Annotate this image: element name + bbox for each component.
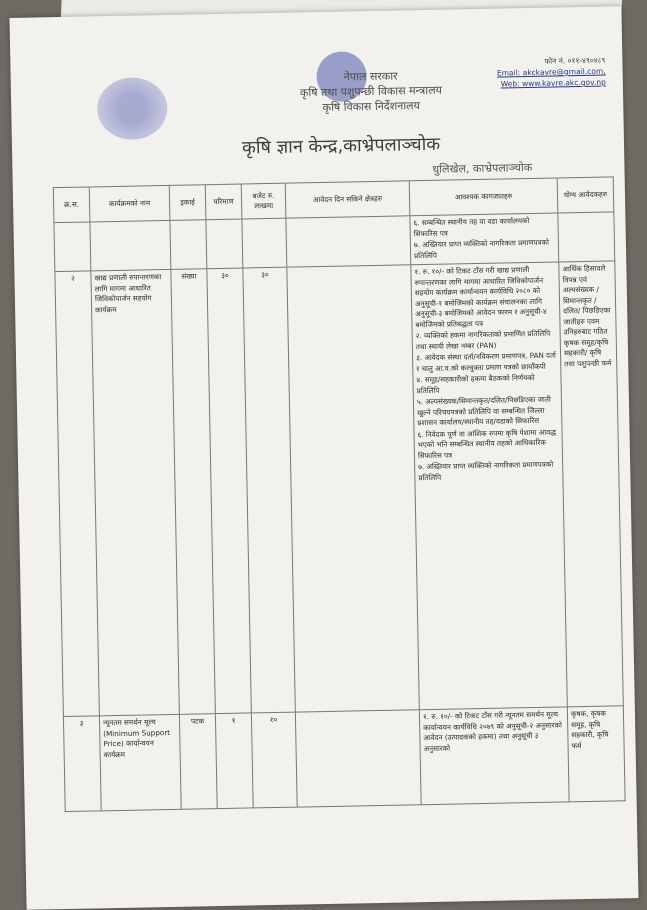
sn-cell: ३ <box>63 716 101 812</box>
program-name-cell: न्यूनतम समर्थन मूल्य (Minimum Support Price) कार्यान्वयन कार्यक्रम <box>99 714 181 811</box>
document-item: ४. समूह/सहकारीको हकमा बैठकको निर्णयको प्रतिलिपि <box>416 372 535 395</box>
header-unit: इकाई <box>169 185 206 221</box>
unit-cell: पटक <box>179 714 217 810</box>
web-link[interactable]: Web: www.kavre.akc.gov.np <box>500 77 606 89</box>
document-item: ६. सम्बन्धित स्थानीय तह वा वडा कार्यालयको सिफारिस पत्र <box>413 216 530 238</box>
table-row <box>63 706 625 812</box>
header-documents: आवश्यक कागजातहरु <box>409 178 558 216</box>
documents-cell <box>410 213 559 265</box>
table-row <box>55 261 623 717</box>
header-eligible: योग्य आवेदकहरु <box>557 177 614 213</box>
office-title: कृषि ज्ञान केन्द्र,काभ्रेपलाञ्चोक <box>241 133 441 159</box>
empty-cell <box>170 220 207 270</box>
header-budget: बजेट रु. लाखमा <box>241 183 286 219</box>
phone-text: फोन नं. ०११-४९०४८९ <box>544 55 606 66</box>
document-item: ६. निवेदक पूर्ण वा आंशिक रुपमा कृषि पेशामा आवद्ध भएको भनि सम्बन्धित स्थानीय तहको आधिकारिक सिफारिस पत्र <box>417 427 557 460</box>
empty-cell <box>286 216 411 267</box>
empty-cell <box>242 218 287 268</box>
header-sn: क्र.स. <box>53 187 90 223</box>
empty-cell <box>206 219 243 269</box>
document-item: ५. अल्पसंख्यक/सिमान्तकृत/दलित/पिछडिएका जाती खुल्ने परिचयपत्रको प्रतिलिपि वा सम्बन्धित जिल्ला प्रशासन कार्यालय/स्थानीय तह/वडाको सिफारिस <box>416 394 551 428</box>
quantity-cell: १ <box>215 713 253 809</box>
budget-cell: १० <box>251 712 297 808</box>
documents-cell <box>419 707 569 805</box>
sn-cell: २ <box>55 271 100 717</box>
header-area: आवेदन दिन सकिने क्षेत्रहरु <box>285 181 410 218</box>
letterhead-line1: नेपाल सरकार <box>343 69 398 84</box>
document-item: ७. अख्तियार प्राप्त व्यक्तिको नागरिकता प्रमाणपत्रको प्रतिलिपि <box>413 237 550 260</box>
area-cell <box>295 710 421 807</box>
document-item: ७. अख्तियार प्राप्त व्यक्तिको नागरिकता प्रमाणपत्रको प्रतिलिपि <box>418 459 554 482</box>
empty-cell <box>54 222 91 272</box>
header-quantity: परिमाण <box>205 184 242 220</box>
eligible-cell: कृषक, कृषक समूह, कृषि सहकारी, कृषि फर्म <box>567 706 625 802</box>
contact-block <box>465 55 606 91</box>
budget-cell: ३० <box>243 267 296 713</box>
program-name-cell: खाद्य प्रणाली रुपान्तरणका लागि मागमा आधारित जिविकोपार्जन सहयोग कार्यक्रम <box>91 269 180 715</box>
document-page <box>9 6 638 910</box>
letterhead <box>241 67 502 117</box>
documents-cell <box>411 262 568 710</box>
eligible-cell: आर्थिक हिसावले विपन्न एवं अल्पसंख्यक /सिमान्तकृत /दलित/ पिछडिएका जातीहरु एवम उनिहरुबाट गठित कृषक समूह/कृषि सहकारी/ कृषि तथा पशुपन्छी फर्म <box>559 261 624 707</box>
document-item: १. रु. १०/- को टिकट टाँस गरी खाद्य प्रणाली रुपान्तरणका लागि मागमा आधारित जिविकोपार्जन सहयोग कार्यक्रम कार्यान्वयन कार्यविधि २०८० को अनुसूची-१ बमोजिमको कार्यक्रम संचालनका लागि अनुसूची-३ बमोजिमको आवेदन फारम र अनुसूची-४ बमोजिमको प्रतिबद्धता पत्र <box>414 265 547 329</box>
unit-cell: संख्या <box>171 269 216 715</box>
empty-cell <box>90 220 171 271</box>
document-item: २. व्यक्तिको हकमा नागरिकताको प्रमाणित प्रतिलिपि तथा स्थायी लेखा नम्बर (PAN) <box>415 328 551 351</box>
letterhead-line3: कृषि विकास निर्देशनालय <box>322 99 421 114</box>
email-link[interactable]: Email: akckavre@gmail.com, <box>496 66 606 78</box>
document-item: ३. आवेदक संस्था दर्ता/नविकरण प्रमाणपत्र, PAN दर्ता र चालु आ.व.को करचुक्ता प्रमाण पत्रको छायाँकपी <box>416 350 556 373</box>
office-place: धुलिखेल, काभ्रेपलाञ्चोक <box>432 160 533 176</box>
program-table <box>53 176 626 812</box>
document-item: १. रु. १०/- को टिकट टाँस गरी न्यूनतम समर्थन मूल्य कार्यान्वयन कार्यविधि २०७९ को अनुसूची-२ अनुसारको आवेदन (उत्पादकको हकमा) तथा अनुसूची ३ अनुसारको <box>422 709 563 753</box>
quantity-cell: ३० <box>207 268 252 714</box>
area-cell <box>287 265 420 712</box>
letterhead-line2: कृषि तथा पशुपन्छी विकास मन्त्रालय <box>299 83 443 100</box>
office-seal-stamp <box>97 77 168 140</box>
header-program-name: कार्यक्रमको नाम <box>89 185 170 222</box>
empty-cell <box>558 212 615 262</box>
